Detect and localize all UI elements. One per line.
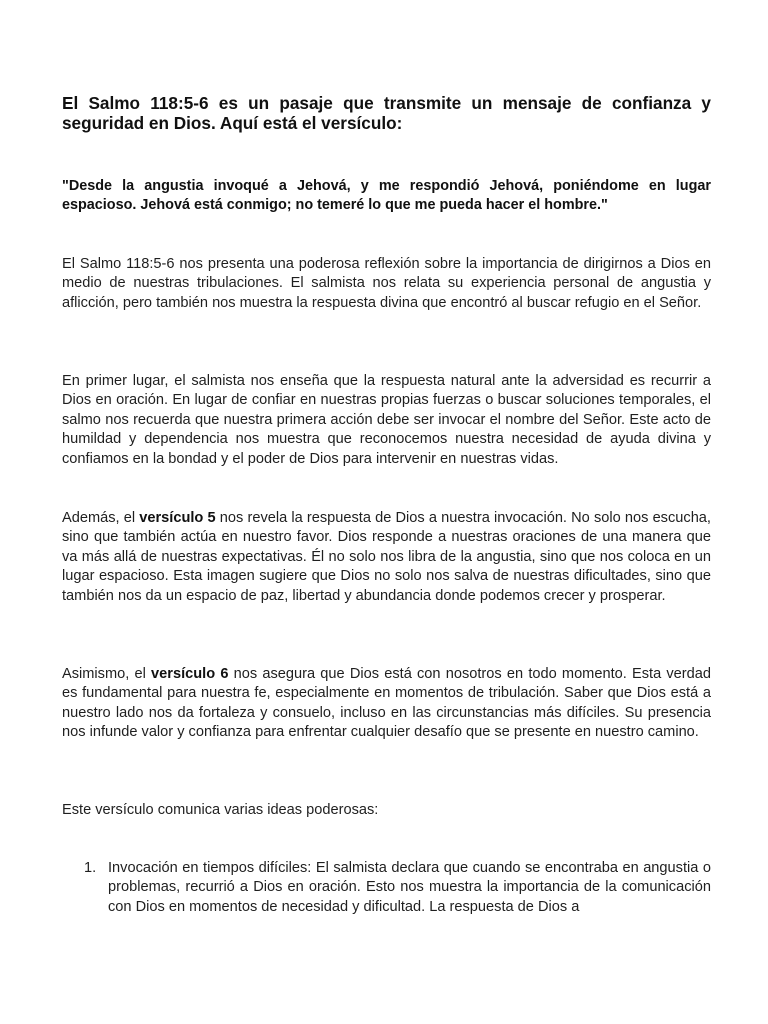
paragraph-verse-5-lead: Además, el [62,510,140,526]
paragraph-first-place: En primer lugar, el salmista nos enseña que la respuesta natural ante la adversidad es recurrir a Dios en oración. En lugar de confiar en nuestras propias fuerzas o buscar soluciones temporales, el salmo nos recuerda que nuestra primera acción debe ser invocar el nombre del Señor. Este acto de humildad y dependencia nos muestra que reconocemos nuestra necesidad de ayuda divina y confiamos en la bondad y el poder de Dios para intervenir en nuestras vidas. [62,373,711,467]
verse-5-bold-label: versículo 5 [139,510,216,526]
ideas-list [62,859,711,917]
verse-6-bold-label: versículo 6 [151,666,229,682]
paragraph-verse-5-body: nos revela la respuesta de Dios a nuestra invocación. No solo nos escucha, sino que también actúa en nuestro favor. Dios responde a nuestras oraciones de una manera que va más allá de nuestras expectativas. Él no solo nos libra de la angustia, sino que nos coloca en un lugar espacioso. Esta imagen sugiere que Dios no solo nos salva de nuestras dificultades, sino que también nos da un espacio de paz, libertad y abundancia donde podemos crecer y prosperar. [62,510,711,604]
paragraph-intro: El Salmo 118:5-6 nos presenta una poderosa reflexión sobre la importancia de dirigirnos a Dios en medio de nuestras tribulaciones. El salmista nos relata su experiencia personal de angustia y aflicción, pero también nos muestra la respuesta divina que encontró al buscar refugio en el Señor. [62,256,711,311]
paragraph-verse-6-lead: Asimismo, el [62,666,152,682]
document-heading: El Salmo 118:5-6 es un pasaje que transmite un mensaje de confianza y seguridad en Dios. Aquí está el versículo: [62,93,711,133]
list-item-number: 1. [84,860,97,876]
paragraph-verse-5 [62,509,711,606]
list-item-text: Invocación en tiempos difíciles: El salmista declara que cuando se encontraba en angustia o problemas, recurrió a Dios en oración. Esto nos muestra la importancia de la comunicación con Dios en momentos de necesidad y dificultad. La respuesta de Dios a [108,860,711,915]
list-item [62,859,711,917]
paragraph-ideas-intro: Este versículo comunica varias ideas poderosas: [62,802,379,818]
paragraph-verse-6 [62,665,711,743]
verse-quote: "Desde la angustia invoqué a Jehová, y me respondió Jehová, poniéndome en lugar espacioso. Jehová está conmigo; no temeré lo que me pueda hacer el hombre." [62,178,711,213]
paragraph-verse-6-body: nos asegura que Dios está con nosotros en todo momento. Esta verdad es fundamental para nuestra fe, especialmente en momentos de tribulación. Saber que Dios está a nuestro lado nos da fortaleza y consuelo, incluso en las circunstancias más difíciles. Su presencia nos infunde valor y confianza para enfrentar cualquier desafío que se presente en nuestro camino. [62,666,712,741]
